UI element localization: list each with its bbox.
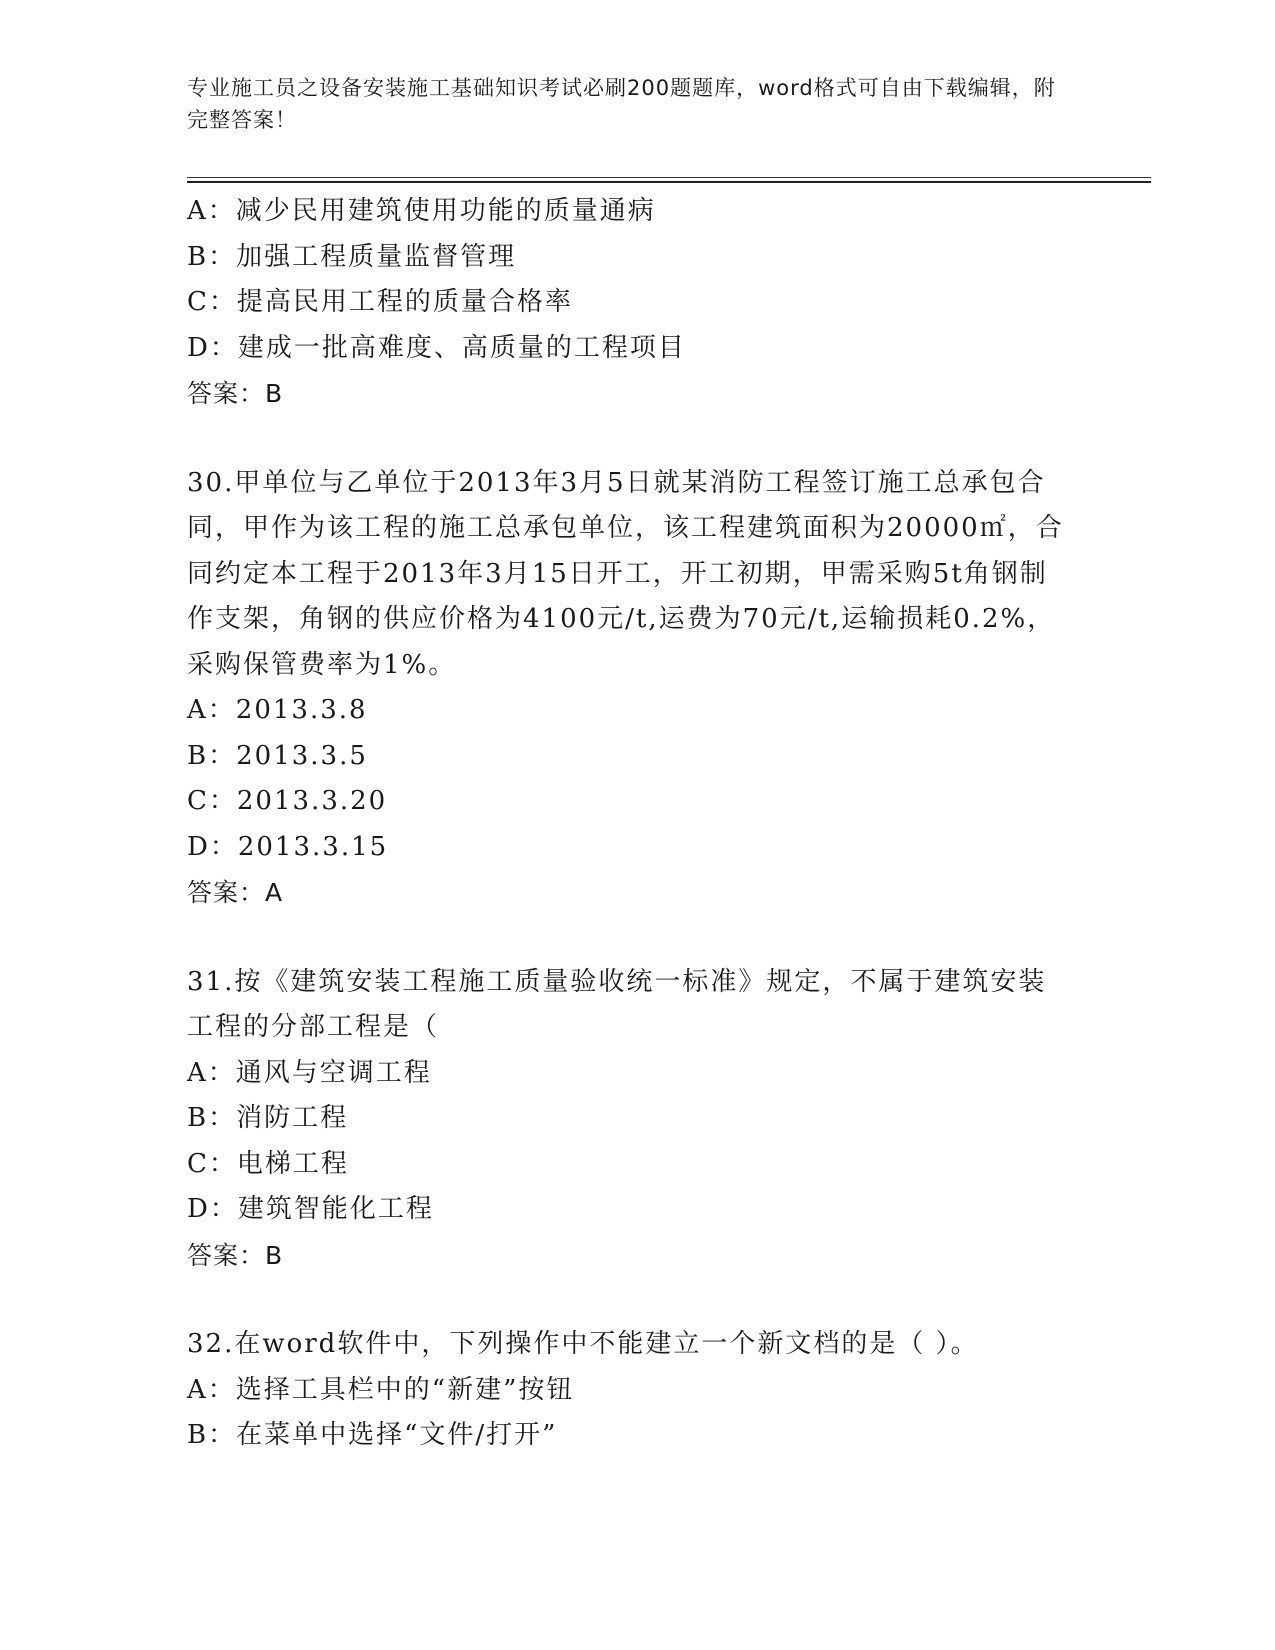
answer-line: 答案：B <box>187 1240 284 1270</box>
option-a: A：减少民用建筑使用功能的质量通病 <box>187 196 656 226</box>
question-block <box>187 960 1067 1279</box>
header-title: 专业施工员之设备安装施工基础知识考试必刷200题题库，word格式可自由下载编辑，附完整答案！ <box>187 76 1056 132</box>
spacer <box>187 916 1067 960</box>
question-stem: 30.甲单位与乙单位于2013年3月5日就某消防工程签订施工总承包合同，甲作为该工程的施工总承包单位，该工程建筑面积为20000㎡，合同约定本工程于2013年3月15日开工，开工初期，甲需采购5t角钢制作支架，角钢的供应价格为4100元/t,运费为70元/t,运输损耗0.2%，采购保管费率为1%。 <box>187 467 1064 680</box>
question-stem: 31.按《建筑安装工程施工质量验收统一标准》规定，不属于建筑安装工程的分部工程是（ <box>187 966 1047 1042</box>
header-divider-thick <box>187 181 1151 183</box>
option-a: A：2013.3.8 <box>187 695 368 725</box>
option-d: D：建筑智能化工程 <box>187 1194 434 1224</box>
option-a: A：通风与空调工程 <box>187 1057 432 1088</box>
question-block <box>187 189 1067 417</box>
option-c: C：电梯工程 <box>187 1148 349 1179</box>
option-c: C：提高民用工程的质量合格率 <box>187 287 573 317</box>
question-stem: 32.在word软件中，下列操作中不能建立一个新文档的是（ ）。 <box>187 1329 979 1359</box>
spacer <box>187 1278 1067 1322</box>
option-c: C：2013.3.20 <box>187 786 388 816</box>
header-divider-thin <box>187 177 1151 178</box>
option-b: B：2013.3.5 <box>187 740 368 771</box>
option-b: B：消防工程 <box>187 1103 349 1133</box>
document-header <box>187 72 1067 136</box>
document-body <box>187 189 1067 1459</box>
answer-line: 答案：A <box>187 878 284 907</box>
option-d: D：2013.3.15 <box>187 831 389 862</box>
option-b: B：加强工程质量监督管理 <box>187 241 517 272</box>
spacer <box>187 417 1067 461</box>
option-d: D：建成一批高难度、高质量的工程项目 <box>187 332 686 363</box>
option-b: B：在菜单中选择“文件/打开” <box>187 1420 558 1450</box>
answer-line: 答案：B <box>187 379 284 408</box>
question-block <box>187 461 1067 916</box>
question-block <box>187 1322 1067 1459</box>
option-a: A：选择工具栏中的“新建”按钮 <box>187 1374 575 1405</box>
